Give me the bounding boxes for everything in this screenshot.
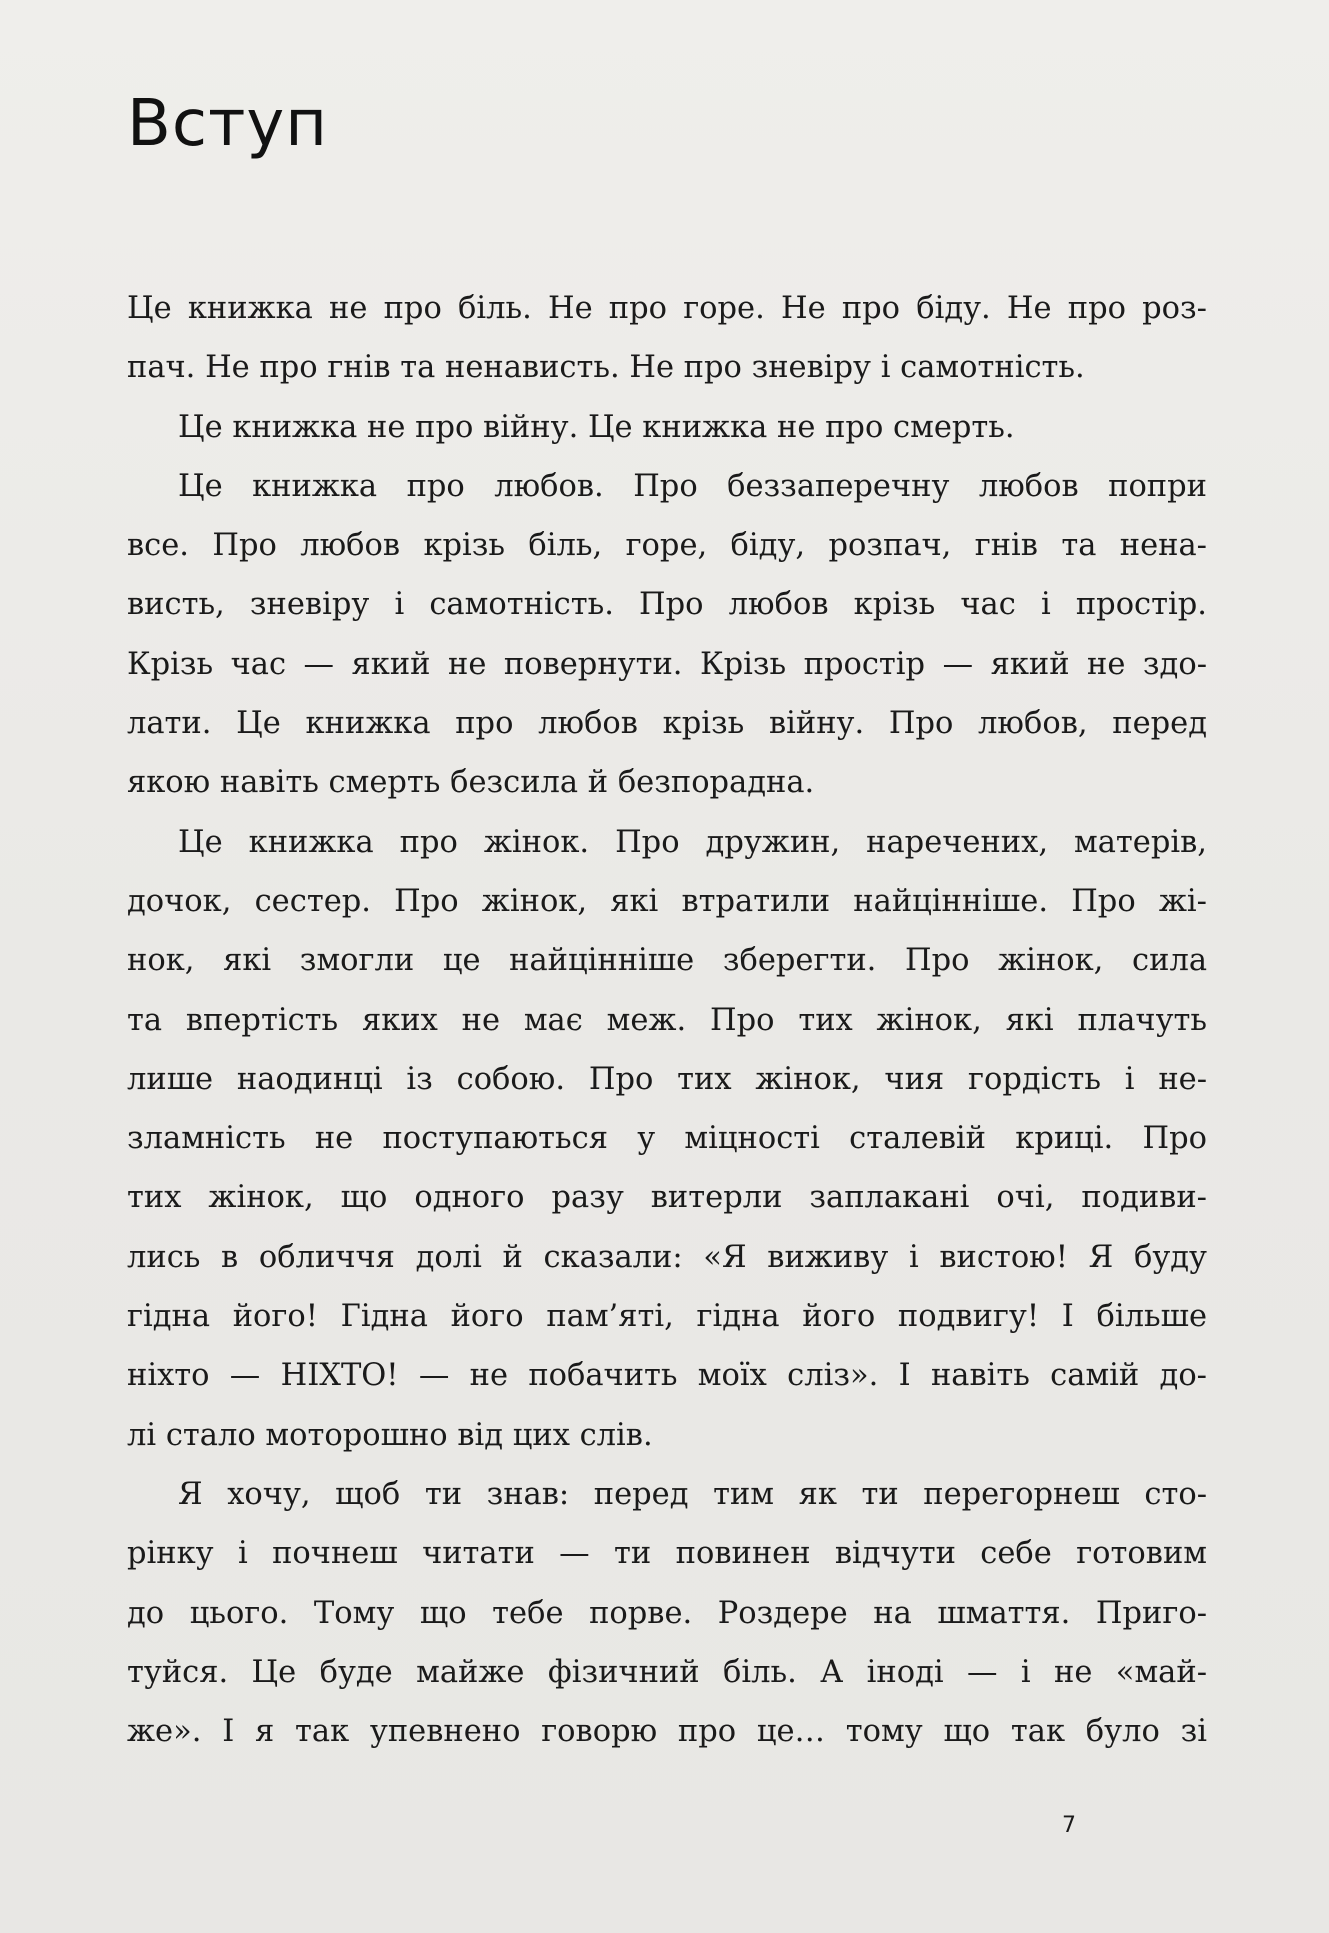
page-number: 7 — [1062, 1813, 1076, 1838]
text-line: зламність не поступаються у міцності сталевій криці. Про — [127, 1121, 1207, 1157]
text-line: туйся. Це буде майже фізичний біль. А іноді — і не «май- — [127, 1654, 1207, 1690]
text-line: до цього. Тому що тебе порве. Роздере на шмаття. Приго- — [127, 1595, 1207, 1631]
text-line: гідна його! Гідна його пам’яті, гідна його подвигу! І більше — [127, 1299, 1207, 1335]
text-line: Це книжка не про війну. Це книжка не про смерть. — [178, 409, 1015, 445]
text-line: нок, які змогли це найцінніше зберегти. Про жінок, сила — [127, 943, 1207, 979]
text-line: же». І я так упевнено говорю про це… тому що так було зі — [127, 1714, 1207, 1750]
text-line: лише наодинці із собою. Про тих жінок, чия гордість і не- — [127, 1061, 1207, 1097]
text-line: якою навіть смерть безсила й безпорадна. — [127, 765, 815, 801]
text-line: Це книжка про любов. Про беззаперечну любов попри — [178, 468, 1207, 504]
text-line: рінку і почнеш читати — ти повинен відчути себе готовим — [127, 1536, 1207, 1572]
text-line: лі стало моторошно від цих слів. — [127, 1417, 653, 1453]
text-line: Крізь час — який не повернути. Крізь простір — який не здо- — [127, 646, 1207, 682]
text-line: висть, зневіру і самотність. Про любов крізь час і простір. — [127, 587, 1207, 623]
text-line: пач. Не про гнів та ненависть. Не про зневіру і самотність. — [127, 350, 1085, 386]
text-line: дочок, сестер. Про жінок, які втратили найцінніше. Про жі- — [127, 883, 1207, 919]
text-line: Це книжка про жінок. Про дружин, наречених, матерів, — [178, 824, 1207, 860]
chapter-title: Вступ — [127, 87, 329, 161]
text-line: Це книжка не про біль. Не про горе. Не про біду. Не про роз- — [127, 291, 1207, 326]
text-line: лати. Це книжка про любов крізь війну. Про любов, перед — [127, 706, 1207, 742]
text-line: ніхто — НІХТО! — не побачить моїх сліз». І навіть самій до- — [127, 1358, 1207, 1394]
text-line: Я хочу, щоб ти знав: перед тим як ти перегорнеш сто- — [178, 1476, 1207, 1512]
body-text — [127, 279, 1207, 1761]
text-line: лись в обличчя долі й сказали: «Я виживу і вистою! Я буду — [127, 1239, 1207, 1275]
text-line: тих жінок, що одного разу витерли заплакані очі, подиви- — [127, 1180, 1207, 1216]
text-line: та впертість яких не має меж. Про тих жінок, які плачуть — [127, 1002, 1207, 1038]
text-line: все. Про любов крізь біль, горе, біду, розпач, гнів та нена- — [127, 528, 1207, 564]
